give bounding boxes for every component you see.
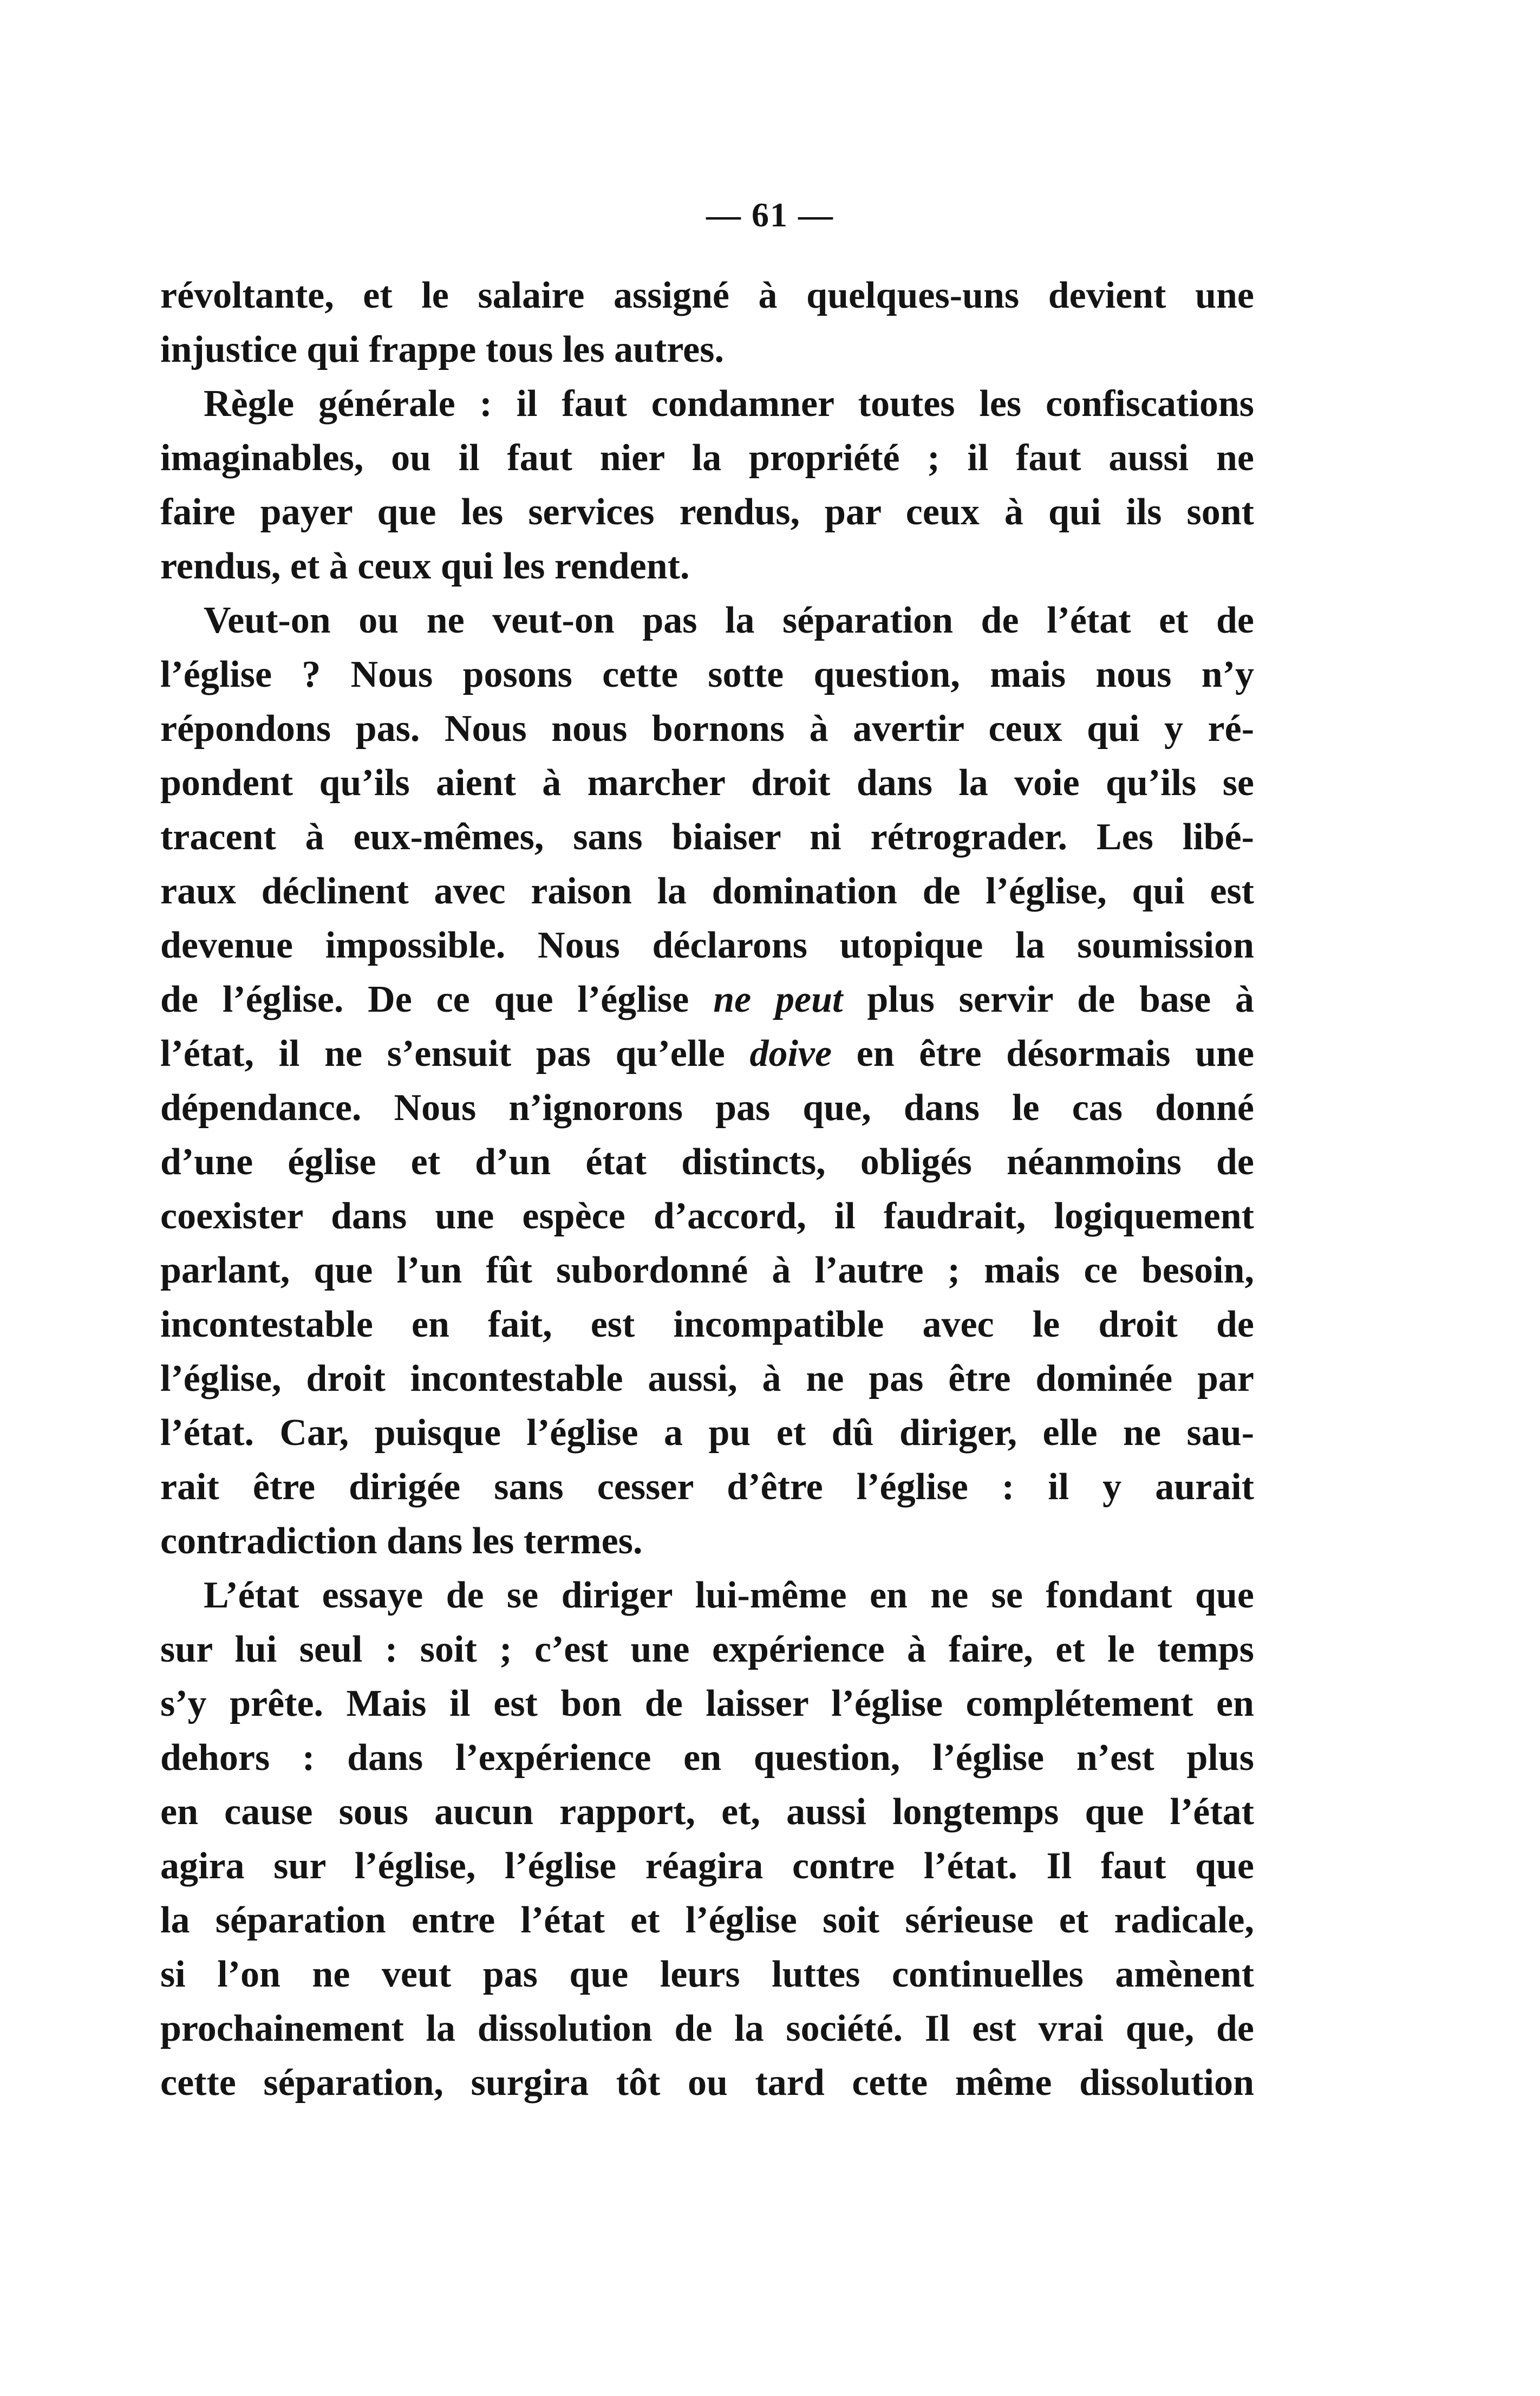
text-line: en cause sous aucun rapport, et, aussi longtemps que l’état <box>160 1791 1254 1833</box>
text-segment: de l’église. De ce que l’église <box>160 979 689 1020</box>
text-segment: plus servir de base à <box>867 979 1255 1020</box>
text-line: si l’on ne veut pas que leurs luttes continuelles amènent <box>160 1954 1254 1995</box>
text-line: l’église, droit incontestable aussi, à ne pas être dominée par <box>160 1358 1254 1399</box>
text-line: rendus, et à ceux qui les rendent. <box>160 545 690 587</box>
text-line: l’état. Car, puisque l’église a pu et dû diriger, elle ne sau- <box>160 1412 1254 1454</box>
text-line: d’une église et d’un état distincts, obligés néanmoins de <box>160 1141 1254 1183</box>
italic-phrase: ne peut <box>713 979 843 1020</box>
text-line: pondent qu’ils aient à marcher droit dans la voie qu’ils se <box>160 762 1254 804</box>
text-line: l’église ? Nous posons cette sotte question, mais nous n’y <box>160 654 1254 695</box>
text-line: Veut-on ou ne veut-on pas la séparation de l’état et de <box>204 600 1254 641</box>
text-line: devenue impossible. Nous déclarons utopique la soumission <box>160 924 1254 966</box>
text-line: raux déclinent avec raison la domination de l’église, qui est <box>160 870 1254 912</box>
text-line: rait être dirigée sans cesser d’être l’église : il y aurait <box>160 1466 1254 1508</box>
text-line: faire payer que les services rendus, par ceux à qui ils sont <box>160 491 1254 533</box>
body-text <box>160 269 1254 2110</box>
text-line-with-italic <box>160 973 1254 1027</box>
text-line: incontestable en fait, est incompatible avec le droit de <box>160 1304 1254 1345</box>
text-line: injustice qui frappe tous les autres. <box>160 329 724 370</box>
text-line: la séparation entre l’état et l’église soit sérieuse et radicale, <box>160 1899 1254 1941</box>
text-line: révoltante, et le salaire assigné à quelques-uns devient une <box>160 275 1254 316</box>
text-line: tracent à eux-mêmes, sans biaiser ni rétrograder. Les libé- <box>160 816 1254 858</box>
text-line: L’état essaye de se diriger lui-même en ne se fondant que <box>204 1574 1254 1616</box>
text-line: Règle générale : il faut condamner toutes les confiscations <box>204 383 1254 425</box>
text-line: contradiction dans les termes. <box>160 1520 643 1562</box>
text-line: coexister dans une espèce d’accord, il faudrait, logiquement <box>160 1195 1254 1237</box>
text-line: dépendance. Nous n’ignorons pas que, dans le cas donné <box>160 1087 1254 1129</box>
text-segment: l’état, il ne s’ensuit pas qu’elle <box>160 1033 725 1075</box>
text-line: s’y prête. Mais il est bon de laisser l’église complétement en <box>160 1683 1254 1724</box>
italic-phrase: doive <box>749 1033 832 1075</box>
text-line: parlant, que l’un fût subordonné à l’autre ; mais ce besoin, <box>160 1249 1254 1291</box>
text-line: répondons pas. Nous nous bornons à avertir ceux qui y ré- <box>160 708 1254 750</box>
text-line: cette séparation, surgira tôt ou tard cette même dissolution <box>160 2062 1254 2104</box>
text-line: dehors : dans l’expérience en question, l’église n’est plus <box>160 1737 1254 1779</box>
text-line: prochainement la dissolution de la société. Il est vrai que, de <box>160 2008 1254 2049</box>
text-line: agira sur l’église, l’église réagira contre l’état. Il faut que <box>160 1845 1254 1887</box>
text-line: imaginables, ou il faut nier la propriété ; il faut aussi ne <box>160 437 1254 479</box>
text-line-with-italic <box>160 1027 1254 1081</box>
text-line: sur lui seul : soit ; c’est une expérience à faire, et le temps <box>160 1629 1254 1670</box>
text-segment: en être désormais une <box>856 1033 1255 1075</box>
page-number: — 61 — <box>706 196 834 234</box>
